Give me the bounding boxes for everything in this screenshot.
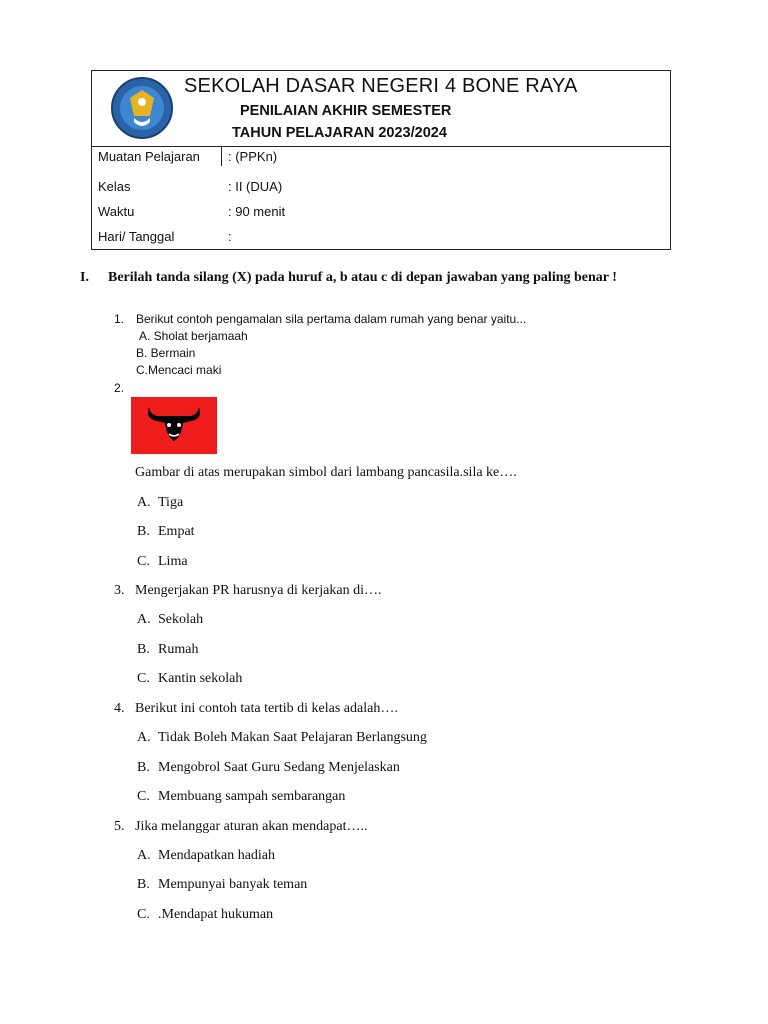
- option-letter: A.: [137, 730, 151, 745]
- option-letter: B.: [137, 524, 150, 539]
- option-text: Mempunyai banyak teman: [158, 877, 308, 892]
- option-a: A. Sholat berjamaah: [139, 329, 248, 343]
- question-number: 5.: [114, 819, 125, 834]
- question-text: Berikut ini contoh tata tertib di kelas adalah….: [135, 701, 398, 716]
- option-text: .Mendapat hukuman: [158, 907, 274, 922]
- info-label: Hari/ Tanggal: [98, 229, 175, 244]
- question-text: Berikut contoh pengamalan sila pertama dalam rumah yang benar yaitu...: [136, 312, 527, 326]
- question-text: Jika melanggar aturan akan mendapat…..: [135, 819, 368, 834]
- option-c: C.Mencaci maki: [136, 363, 222, 377]
- question-number: 2.: [114, 381, 125, 395]
- bull-head-flag-image: [131, 397, 217, 454]
- option-text: Rumah: [158, 642, 199, 657]
- option-letter: B.: [137, 877, 150, 892]
- info-value: :: [228, 229, 232, 244]
- tut-wuri-handayani-logo-icon: [110, 76, 174, 140]
- info-divider: [221, 146, 222, 166]
- question-number: 3.: [114, 583, 125, 598]
- exam-header: [91, 70, 671, 250]
- option-text: Lima: [158, 554, 188, 569]
- option-text: Sekolah: [158, 612, 204, 627]
- option-text: Mengobrol Saat Guru Sedang Menjelaskan: [158, 760, 400, 775]
- section-numeral: I.: [80, 270, 89, 285]
- option-letter: C.: [137, 554, 150, 569]
- question-number: 1.: [114, 312, 125, 326]
- info-label: Muatan Pelajaran: [98, 149, 200, 164]
- option-letter: A.: [137, 848, 151, 863]
- option-letter: B.: [137, 760, 150, 775]
- header-title-area: [92, 71, 670, 147]
- info-label: Kelas: [98, 179, 131, 194]
- option-text: Kantin sekolah: [158, 671, 243, 686]
- question-number: 4.: [114, 701, 125, 716]
- question-text: Gambar di atas merupakan simbol dari lambang pancasila.sila ke….: [135, 465, 517, 480]
- option-letter: A.: [137, 495, 151, 510]
- option-letter: C.: [137, 671, 150, 686]
- exam-title: PENILAIAN AKHIR SEMESTER: [240, 103, 452, 119]
- info-value: : (PPKn): [228, 149, 278, 164]
- option-text: Empat: [158, 524, 195, 539]
- school-name: SEKOLAH DASAR NEGERI 4 BONE RAYA: [184, 75, 578, 97]
- option-text: Membuang sampah sembarangan: [158, 789, 346, 804]
- option-letter: B.: [137, 642, 150, 657]
- info-value: : II (DUA): [228, 179, 283, 194]
- option-letter: C.: [137, 789, 150, 804]
- bull-head-icon: [131, 397, 217, 454]
- question-text: Mengerjakan PR harusnya di kerjakan di….: [135, 583, 382, 598]
- info-value: : 90 menit: [228, 204, 286, 219]
- option-text: Tidak Boleh Makan Saat Pelajaran Berlangsung: [158, 730, 427, 745]
- option-b: B. Bermain: [136, 346, 196, 360]
- option-letter: A.: [137, 612, 151, 627]
- academic-year: TAHUN PELAJARAN 2023/2024: [232, 125, 447, 141]
- option-letter: C.: [137, 907, 150, 922]
- info-label: Waktu: [98, 204, 135, 219]
- instruction-text: Berilah tanda silang (X) pada huruf a, b atau c di depan jawaban yang paling benar !: [108, 270, 617, 285]
- option-text: Tiga: [158, 495, 184, 510]
- option-text: Mendapatkan hadiah: [158, 848, 276, 863]
